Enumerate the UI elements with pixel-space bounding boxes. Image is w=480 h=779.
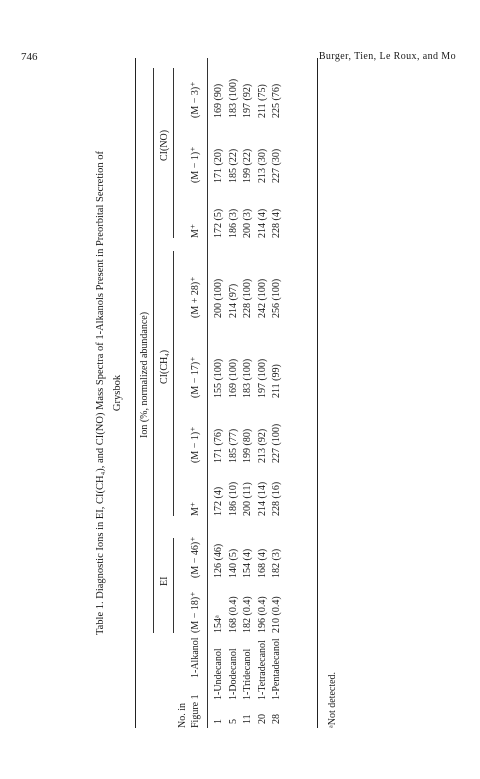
table-caption: Table 1. Diagnostic Ions in EI, CI(CH₄), and CI(NO) Mass Spectra of 1-Alkanols Present in Preorbital Secretion of: [95, 150, 106, 636]
table-cell: 200 (100): [213, 278, 224, 318]
rotated-table: [95, 58, 435, 728]
table-cell: 172 (5): [213, 208, 224, 238]
table-cell: 225 (76): [271, 83, 283, 118]
row-number: 28: [271, 714, 283, 724]
alkanol-header: 1-Alkanol: [190, 637, 201, 678]
top-rule: [135, 58, 136, 728]
table-cell: 182 (0.4): [242, 596, 254, 633]
table-cell: 169 (100): [227, 358, 239, 398]
figure-header: Figure 1: [190, 694, 201, 728]
table-cell: 211 (75): [256, 84, 268, 118]
table-cell: 186 (10): [227, 481, 239, 516]
table-cell: 185 (22): [227, 148, 239, 183]
table-cell: 228 (4): [271, 208, 283, 238]
table-cell: 199 (80): [242, 428, 254, 463]
alkanol-name: 1-Tridecanol: [242, 648, 254, 700]
ion-underline: [153, 68, 154, 633]
table-cell: 200 (11): [242, 482, 254, 516]
table-cell: 197 (92): [242, 83, 254, 118]
table-cell: 185 (77): [227, 428, 239, 463]
table-cell: 183 (100): [242, 358, 254, 398]
row-number: 1: [213, 719, 224, 724]
table-cell: 196 (0.4): [256, 596, 268, 633]
table-cell: 214 (14): [256, 481, 268, 516]
col-header: (M − 17)⁺: [190, 356, 201, 398]
table-cell: 154ᵃ: [213, 615, 224, 633]
col-header: M⁺: [190, 223, 201, 238]
bottom-rule: [317, 58, 318, 728]
header-rule: [207, 58, 208, 728]
running-head: Burger, Tien, Le Roux, and Mo: [318, 51, 456, 62]
table-cell: 227 (100): [271, 423, 283, 463]
table-cell: 126 (46): [213, 543, 224, 578]
col-header: (M − 46)⁺: [190, 536, 201, 578]
ei-underline: [173, 538, 174, 633]
table-cell: 213 (30): [256, 148, 268, 183]
table-cell: 186 (3): [227, 208, 239, 238]
table-cell: 214 (97): [227, 283, 239, 318]
table-cell: 242 (100): [256, 278, 268, 318]
table-cell: 214 (4): [256, 208, 268, 238]
row-number: 11: [242, 714, 254, 724]
row-number: 20: [256, 714, 268, 724]
ci-ch4-underline: [173, 251, 174, 516]
ci-no-header: CI(NO): [159, 129, 170, 161]
row-number: 5: [227, 719, 239, 724]
alkanol-name: 1-Pentadecanol: [271, 638, 283, 700]
table-cell: 211 (99): [271, 364, 283, 398]
table-cell: 210 (0.4): [271, 596, 283, 633]
alkanol-name: 1-Undecanol: [213, 648, 224, 700]
table-cell: 168 (0.4): [227, 596, 239, 633]
table-cell: 228 (100): [242, 278, 254, 318]
table-cell: 200 (3): [242, 208, 254, 238]
table-cell: 228 (16): [271, 481, 283, 516]
table-cell: 197 (100): [256, 358, 268, 398]
alkanol-name: 1-Tetradecanol: [256, 640, 268, 700]
page-number: 746: [21, 51, 38, 63]
col-header: (M − 1)⁺: [190, 146, 201, 183]
ei-header: EI: [159, 576, 170, 586]
table-cell: 168 (4): [256, 548, 268, 578]
table-cell: 183 (100): [227, 78, 239, 118]
table-cell: 140 (5): [227, 548, 239, 578]
table-cell: 169 (90): [213, 83, 224, 118]
table-cell: 227 (30): [271, 148, 283, 183]
table-cell: 172 (4): [213, 486, 224, 516]
table-cell: 171 (20): [213, 148, 224, 183]
ion-header: Ion (%, normalized abundance): [139, 311, 150, 438]
table-cell: 182 (3): [271, 548, 283, 578]
table-cell: 199 (22): [242, 148, 254, 183]
footnote: ᵃNot detected.: [327, 671, 338, 728]
col-header: (M − 3)⁺: [190, 81, 201, 118]
alkanol-name: 1-Dodecanol: [227, 648, 239, 700]
ci-no-underline: [173, 68, 174, 238]
col-header: (M + 28)⁺: [190, 276, 201, 318]
table-cell: 256 (100): [271, 278, 283, 318]
table-cell: 213 (92): [256, 428, 268, 463]
table-cell: 154 (4): [242, 548, 254, 578]
ci-ch4-header: CI(CH₄): [159, 349, 170, 384]
col-header: (M − 18)⁺: [190, 591, 201, 633]
col-header: (M − 1)⁺: [190, 426, 201, 463]
table-caption-continued: Grysbok: [112, 374, 123, 412]
col-header: M⁺: [190, 501, 201, 516]
table-cell: 155 (100): [213, 358, 224, 398]
no-in-header: No. in: [177, 703, 188, 728]
table-cell: 171 (76): [213, 428, 224, 463]
